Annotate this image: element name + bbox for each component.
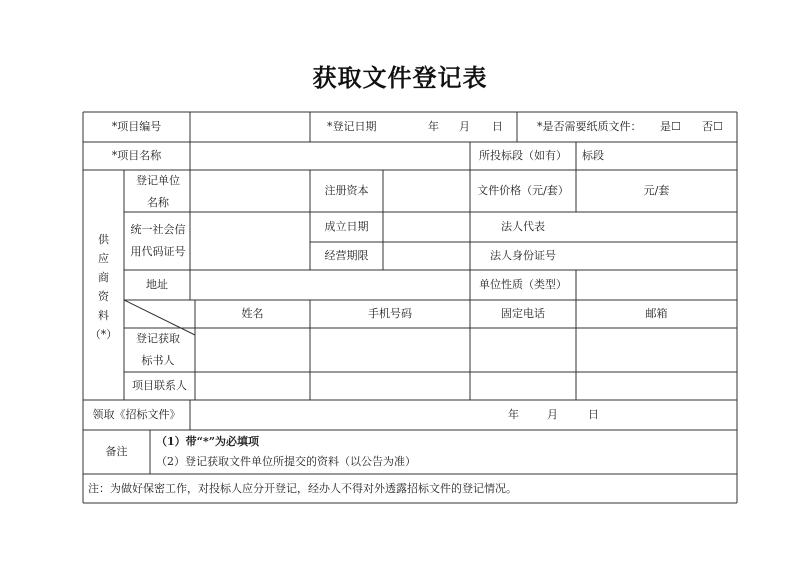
col-header-phone: 手机号码 xyxy=(368,307,412,320)
bid-section-field[interactable]: 标段 xyxy=(582,149,604,162)
project-name-label: *项目名称 xyxy=(111,149,162,162)
remarks-line-1: （1）带“*”为必填项 xyxy=(156,435,260,448)
unit-nature-label: 单位性质（类型） xyxy=(479,278,567,291)
registration-unit-label: 登记单位名称 xyxy=(136,174,180,209)
receive-tender-docs-label: 领取《招标文件》 xyxy=(92,408,181,421)
remarks-label: 备注 xyxy=(105,445,128,458)
registration-day[interactable]: 日 xyxy=(492,120,503,133)
project-contact-label: 项目联系人 xyxy=(132,379,187,392)
remarks-line-2: （2）登记获取文件单位所提交的资料（以公告为准） xyxy=(156,455,416,468)
address-field[interactable] xyxy=(190,270,470,300)
bid-section-label: 所投标段（如有） xyxy=(479,149,567,162)
paper-file-no-checkbox[interactable]: 否☐ xyxy=(702,120,723,133)
project-name-field[interactable] xyxy=(190,142,470,170)
col-header-name: 姓名 xyxy=(241,307,264,320)
supplier-info-side-label: 供 应 商 资 料 （*） xyxy=(89,233,118,341)
registration-date-label: *登记日期 xyxy=(327,120,377,133)
legal-id-number-label: 法人身份证号 xyxy=(490,249,556,262)
paper-file-yes-checkbox[interactable]: 是☐ xyxy=(660,120,681,133)
col-header-landline: 固定电话 xyxy=(501,307,545,320)
founding-date-label: 成立日期 xyxy=(324,220,369,233)
paper-file-question: *是否需要纸质文件： xyxy=(537,120,642,133)
receive-day[interactable]: 日 xyxy=(588,408,599,421)
registration-unit-field[interactable] xyxy=(190,170,310,212)
registered-capital-field[interactable] xyxy=(383,170,470,212)
document-price-label: 文件价格（元/套） xyxy=(477,184,569,197)
legal-representative-label: 法人代表 xyxy=(501,220,545,233)
col-header-email: 邮箱 xyxy=(645,307,668,320)
business-term-label: 经营期限 xyxy=(324,249,369,262)
receive-month[interactable]: 月 xyxy=(547,408,558,421)
confidentiality-note: 注：为做好保密工作，对投标人应分开登记，经办人不得对外透露招标文件的登记情况。 xyxy=(88,482,517,495)
bid-collector-label: 登记获取标书人 xyxy=(136,332,180,367)
project-number-label: *项目编号 xyxy=(111,120,162,133)
form-title: 获取文件登记表 xyxy=(312,64,488,92)
project-number-field[interactable] xyxy=(190,112,310,142)
registration-year[interactable]: 年 xyxy=(428,120,439,133)
credit-code-field[interactable] xyxy=(190,212,310,270)
address-label: 地址 xyxy=(146,278,168,291)
credit-code-label: 统一社会信用代码证号 xyxy=(130,223,186,258)
receive-year[interactable]: 年 xyxy=(508,408,519,421)
registered-capital-label: 注册资本 xyxy=(324,184,369,197)
document-price-field[interactable]: 元/套 xyxy=(643,184,670,197)
registration-month[interactable]: 月 xyxy=(459,120,470,133)
